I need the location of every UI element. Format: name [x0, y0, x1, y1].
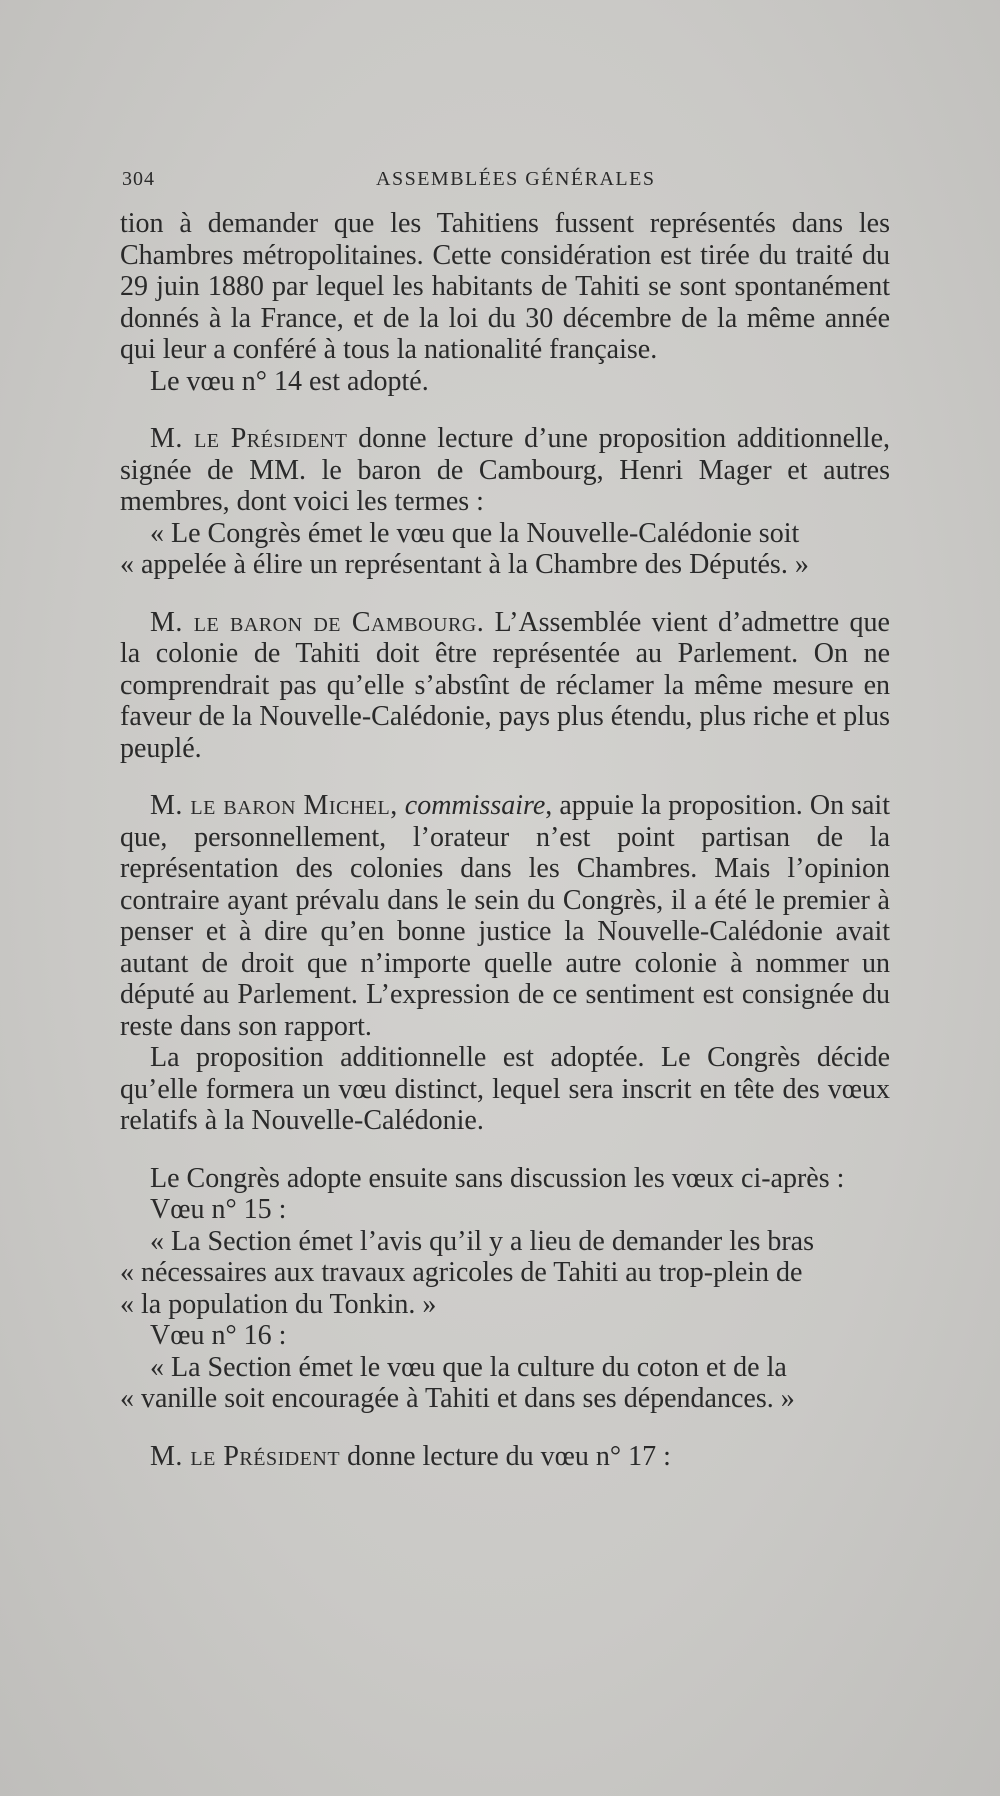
paragraph-president-reading — [120, 423, 890, 518]
paragraph-text: donne lecture du vœu n° 17 : — [340, 1440, 671, 1472]
quote-line: « appelée à élire un représentant à la Chambre des Députés. » — [120, 549, 809, 580]
wish-label-15: Vœu n° 15 : — [150, 1194, 287, 1225]
paragraph-adoption-14: Le vœu n° 14 est adopté. — [150, 365, 429, 397]
speaker-name: M. le baron de Cambourg. — [150, 606, 485, 638]
speaker-role: commissaire — [404, 790, 546, 821]
quote-line: « La Section émet le vœu que la culture du coton et de la — [150, 1351, 787, 1383]
paragraph-text: donne lecture d’une proposition additionnelle, signée de MM. le baron de Cambourg, Henri Mager et autres membres, dont voici les termes : — [120, 423, 890, 517]
quote-line: « la population du Tonkin. » — [120, 1288, 437, 1320]
page-header — [122, 168, 892, 198]
speaker-name: M. le Président — [150, 423, 348, 454]
paragraph-additional-adopted: La proposition additionnelle est adoptée. Le Congrès décide qu’elle formera un vœu distinct, lequel sera inscrit en tête des vœux relatifs à la Nouvelle-Calédonie. — [120, 1042, 890, 1136]
wish-label-16: Vœu n° 16 : — [150, 1320, 287, 1351]
paragraph-text: , appuie la proposition. On sait que, personnellement, l’orateur n’est point partisan de la représentation des colonies dans les Chambres. Mais l’opinion contraire ayant prévalu dans le sein du Congrès, il a été le premier à penser et à dire qu’en bonne justice la Nouvelle-Calédonie avait autant de droit que n’importe quelle autre colonie à nommer un député au Parlement. L’expression de ce sentiment est consignée du reste dans son rapport. — [120, 790, 890, 1042]
paragraph-continuation: tion à demander que les Tahitiens fussent représentés dans les Chambres métropolitaines. Cette considération est tirée du traité du 29 juin 1880 par lequel les habitants de Tahiti se sont spontanément donnés à la France, et de la loi du 30 décembre de la même année qui leur a conféré à tous la nationalité française. — [120, 208, 890, 365]
page-number: 304 — [122, 168, 155, 190]
paragraph-text: L’Assemblée vient d’admettre que la colonie de Tahiti doit être représentée au Parlement. On ne comprendrait pas qu’elle s’abstînt de réclamer la même mesure en faveur de la Nouvelle-Calédonie, pays plus étendu, plus riche et plus peuplé. — [120, 606, 890, 764]
quote-line: « nécessaires aux travaux agricoles de Tahiti au trop-plein de — [120, 1257, 803, 1288]
page-body — [120, 208, 890, 1472]
running-title: ASSEMBLÉES GÉNÉRALES — [376, 168, 656, 190]
speaker-name: M. le baron Michel, — [150, 790, 398, 821]
quote-line: « La Section émet l’avis qu’il y a lieu de demander les bras — [150, 1225, 815, 1257]
quote-line: « vanille soit encouragée à Tahiti et dans ses dépendances. » — [120, 1383, 795, 1414]
paragraph-cambourg — [120, 607, 890, 765]
speaker-name: M. le Président — [150, 1440, 341, 1472]
paragraph-congress-adopts: Le Congrès adopte ensuite sans discussion les vœux ci-après : — [150, 1162, 845, 1194]
quote-line: « Le Congrès émet le vœu que la Nouvelle-Calédonie soit — [150, 517, 800, 549]
paragraph-michel — [120, 790, 890, 1042]
paragraph-president-17 — [120, 1441, 890, 1473]
